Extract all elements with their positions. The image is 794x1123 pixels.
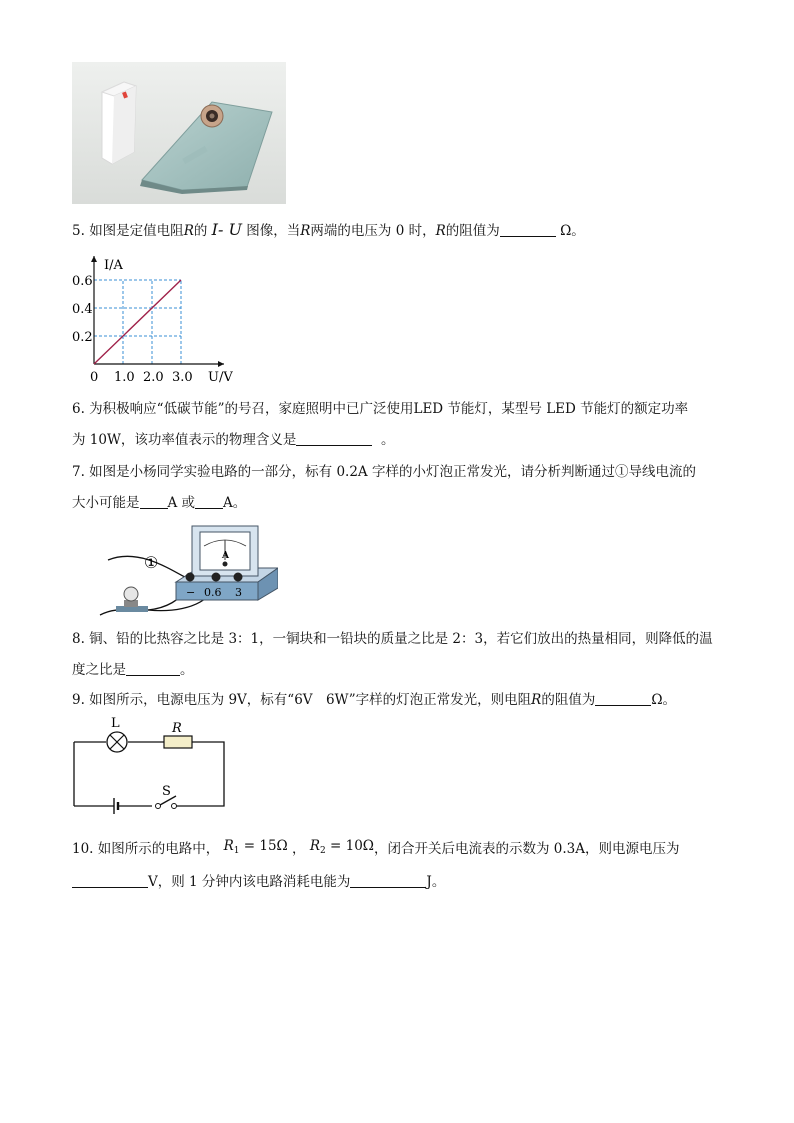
answer-blank	[72, 873, 148, 888]
question-6: 6. 为积极响应“低碳节能”的号召，家庭照明中已广泛使用LED 节能灯，某型号 LED 节能灯的额定功率 为 10W，该功率值表示的物理含义是 。	[72, 401, 689, 448]
x-tick-label: 2.0	[143, 370, 164, 385]
answer-blank	[195, 494, 223, 509]
ammeter-circuit-figure	[98, 520, 278, 620]
answer-blank	[595, 691, 651, 706]
battery-icon	[114, 798, 118, 814]
y-axis-label: I/A	[104, 258, 123, 273]
svg-text:A: A	[222, 551, 229, 561]
answer-blank	[140, 494, 168, 509]
question-7: 7. 如图是小杨同学实验电路的一部分，标有 0.2A 字样的小灯泡正常发光，请分析判断通过①导线电流的 大小可能是 A 或 A。	[72, 464, 696, 511]
x-tick-label: 1.0	[114, 370, 135, 385]
y-axis-arrow	[91, 256, 97, 262]
r2-formula: $R_2 = 10\Omega$	[309, 838, 374, 856]
resistor-label: R	[172, 721, 182, 736]
question-9: 9. 如图所示，电源电压为 9V，标有“6V 6W”字样的灯泡正常发光，则电阻R的阻值为 Ω。	[72, 692, 677, 708]
y-tick-label: 0.2	[72, 330, 93, 345]
i-u-formula: I- U	[211, 220, 242, 239]
i-u-line	[94, 280, 181, 364]
terminal-0.6-label: 0.6	[204, 586, 222, 599]
lamp-resistor-circuit	[66, 712, 232, 814]
lamp-icon	[107, 732, 127, 752]
origin-label: 0	[90, 370, 99, 385]
y-tick-label: 0.6	[72, 274, 93, 289]
answer-blank	[350, 873, 426, 888]
lamp-label: L	[111, 716, 120, 731]
answer-blank	[296, 431, 372, 446]
switch-label: S	[162, 784, 171, 799]
i-u-chart	[66, 252, 236, 388]
ammeter	[176, 526, 278, 600]
resistor-icon	[164, 736, 192, 748]
terminal-3-label: 3	[235, 586, 242, 599]
x-axis-arrow	[218, 361, 224, 367]
question-5: 5. 如图是定值电阻R的 I- U 图像，当R两端的电压为 0 时，R的阻值为 Ω。	[72, 220, 585, 239]
x-tick-label: 3.0	[172, 370, 193, 385]
terminal-minus-label: −	[186, 586, 196, 599]
charger-phone-photo	[72, 62, 286, 204]
bulb-icon	[116, 587, 148, 612]
question-10: 10. 如图所示的电路中， $R_1 = 15\Omega$ ， $R_2 = 10\Omega$，闭合开关后电流表的示数为 0.3A，则电源电压为 V，则 1 分钟内该电路消耗电能为 J。	[72, 838, 680, 890]
wire-label-1: ①	[144, 553, 159, 572]
r1-formula: $R_1 = 15\Omega$	[223, 838, 288, 856]
answer-blank	[500, 222, 556, 237]
question-8: 8. 铜、铅的比热容之比是 3：1，一铜块和一铅块的质量之比是 2：3，若它们放出的热量相同，则降低的温 度之比是 。	[72, 631, 713, 678]
y-tick-label: 0.4	[72, 302, 93, 317]
answer-blank	[126, 661, 180, 676]
x-axis-label: U/V	[208, 370, 233, 385]
